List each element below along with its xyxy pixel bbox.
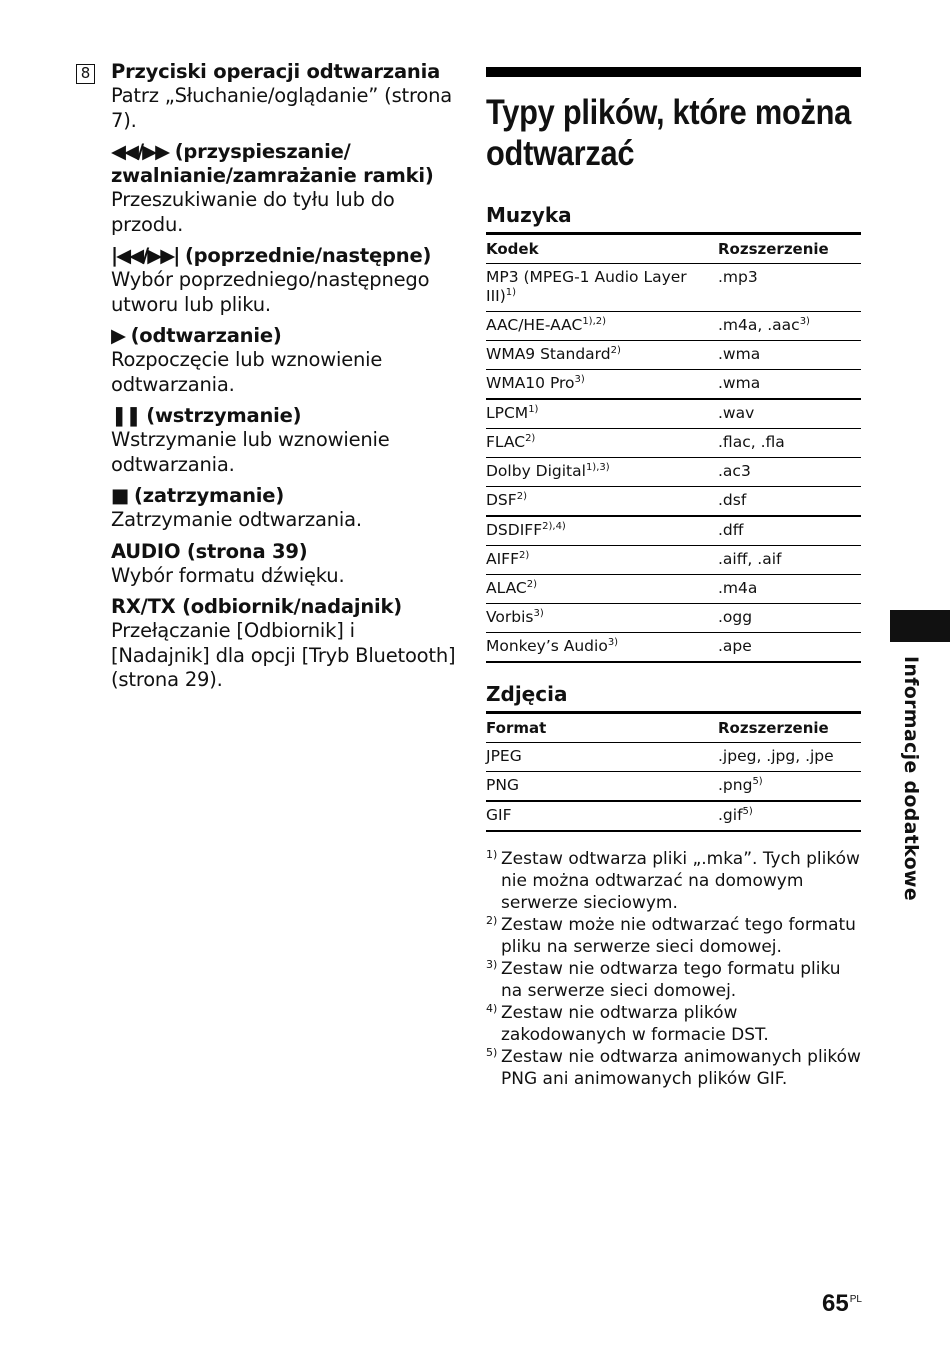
codec-cell (486, 264, 718, 312)
extension-value: .wav (718, 404, 755, 422)
table-row (486, 370, 861, 400)
extension-value: .jpeg, .jpg, .jpe (718, 747, 834, 765)
codec-cell (486, 487, 718, 517)
item-description: Przeszukiwanie do tyłu lub do przodu. (111, 188, 395, 236)
table-row (486, 264, 861, 312)
table-row (486, 516, 861, 546)
page-number (822, 1290, 862, 1318)
item-description: Zatrzymanie odtwarzania. (111, 508, 362, 531)
table-row (486, 312, 861, 341)
table-row (486, 575, 861, 604)
item-description: Rozpoczęcie lub wznowienie odtwarzania. (111, 348, 383, 396)
codec-cell (486, 341, 718, 370)
table-row (486, 546, 861, 575)
item-heading (111, 244, 456, 268)
item-description: Patrz „Słuchanie/oglądanie” (strona 7). (111, 84, 453, 132)
footnote-mark: 5) (486, 1046, 498, 1059)
footnotes (486, 848, 861, 1090)
table-row (486, 399, 861, 429)
codec-name: DSDIFF (486, 521, 543, 539)
footnote-mark: 2) (486, 914, 498, 927)
codec-cell (486, 516, 718, 546)
footnote-ref: 2) (516, 491, 527, 502)
playback-items-list (111, 60, 456, 693)
footnote-ref: 3) (607, 637, 619, 648)
item-description: Wstrzymanie lub wznowienie odtwarzania. (111, 428, 390, 476)
page-title: Typy plików, które można odtwarzać (486, 93, 852, 173)
table-row (486, 429, 861, 458)
previous-next-icon: |◀◀/▶▶| (111, 244, 179, 267)
codec-name: FLAC (486, 433, 526, 451)
extension-value: .dsf (718, 491, 747, 509)
footnote-ref: 1),2) (582, 316, 607, 327)
extension-value: .ape (718, 637, 752, 655)
footnote-ref: 3) (533, 608, 544, 619)
column-header-codec: Kodek (486, 234, 718, 264)
item-heading (111, 60, 456, 84)
item-label: (poprzednie/następne) (178, 244, 432, 267)
title-rule (486, 67, 861, 77)
footnote-ref: 3) (574, 374, 585, 385)
extension-value: .ac3 (718, 462, 751, 480)
footnote-text: Zestaw nie odtwarza plików zakodowanych w formacie DST. (501, 1003, 769, 1045)
extension-cell (718, 575, 861, 604)
item-description: Wybór poprzedniego/następnego utworu lub pliku. (111, 268, 430, 316)
footnote (486, 1002, 861, 1046)
extension-cell (718, 341, 861, 370)
item-label: (przyspieszanie/ zwalnianie/zamrażanie ramki) (111, 140, 434, 187)
footnote-mark: 1) (486, 848, 498, 861)
footnote-text: Zestaw nie odtwarza animowanych plików PNG ani animowanych plików GIF. (501, 1047, 861, 1089)
codec-name: WMA9 Standard (486, 345, 611, 363)
codec-name: Dolby Digital (486, 462, 586, 480)
stop-icon: ■ (111, 484, 128, 507)
table-row (486, 458, 861, 487)
table-header-row (486, 234, 861, 264)
codec-name: WMA10 Pro (486, 374, 575, 392)
pause-icon: ❚❚ (111, 404, 140, 427)
item-heading (111, 595, 456, 619)
table-row (486, 772, 861, 802)
item-heading (111, 140, 456, 188)
extension-cell (718, 429, 861, 458)
codec-name: Vorbis (486, 608, 534, 626)
photos-table (486, 711, 861, 832)
footnote (486, 848, 861, 914)
extension-value: .gif (718, 806, 743, 824)
footnote-mark: 3) (486, 958, 498, 971)
footnote-text: Zestaw nie odtwarza tego formatu pliku na serwerze sieci domowej. (501, 959, 841, 1001)
extension-value: .wma (718, 345, 761, 363)
extension-cell (718, 487, 861, 517)
item-label: (wstrzymanie) (139, 404, 302, 427)
extension-cell (718, 370, 861, 400)
rewind-forward-icon: ◀◀/▶▶ (111, 140, 169, 163)
codec-cell (486, 370, 718, 400)
codec-cell (486, 429, 718, 458)
music-heading: Muzyka (486, 203, 572, 227)
page-number-value: 65 (822, 1290, 849, 1317)
side-tab-label: Informacje dodatkowe (900, 656, 922, 901)
footnote-ref: 2) (525, 433, 536, 444)
footnote-mark: 4) (486, 1002, 498, 1015)
codec-name: AAC/HE-AAC (486, 316, 583, 334)
footnote (486, 1046, 861, 1090)
codec-cell (486, 312, 718, 341)
item-description: Wybór formatu dźwięku. (111, 563, 345, 587)
table-row (486, 604, 861, 633)
extension-value: .wma (718, 374, 761, 392)
table-row (486, 487, 861, 517)
extension-cell (718, 546, 861, 575)
codec-name: AIFF (486, 550, 520, 568)
item-heading (111, 324, 456, 348)
codec-cell (486, 458, 718, 487)
footnote-ref: 1),3) (585, 462, 610, 473)
play-icon: ▶ (111, 324, 124, 347)
extension-cell (718, 399, 861, 429)
codec-name: MP3 (MPEG-1 Audio Layer III) (486, 268, 687, 305)
music-table (486, 232, 861, 663)
footnote-text: Zestaw może nie odtwarzać tego formatu pliku na serwerze sieci domowej. (501, 915, 856, 957)
table-row (486, 743, 861, 772)
footnote-ref: 1) (505, 287, 517, 298)
item-heading (111, 404, 456, 428)
side-tab-marker (890, 610, 950, 642)
table-header-row (486, 713, 861, 743)
extension-value: .dff (718, 521, 744, 539)
table-row (486, 801, 861, 831)
footnote-ref: 2) (519, 550, 530, 561)
photos-heading: Zdjęcia (486, 682, 568, 706)
extension-cell (718, 312, 861, 341)
table-row (486, 341, 861, 370)
page-language-code: PL (849, 1294, 862, 1305)
footnote (486, 914, 861, 958)
item-heading (111, 484, 456, 508)
extension-cell (718, 633, 861, 663)
codec-name: DSF (486, 491, 517, 509)
footnote-ref: 5) (742, 806, 753, 817)
footnote-ref: 3) (799, 316, 810, 327)
extension-cell (718, 604, 861, 633)
item-number-box: 8 (76, 64, 95, 84)
footnote-ref: 5) (752, 776, 763, 787)
extension-value: .m4a (718, 579, 758, 597)
item-label: (zatrzymanie) (127, 484, 285, 507)
codec-cell (486, 604, 718, 633)
table-row (486, 633, 861, 663)
extension-cell (718, 458, 861, 487)
extension-cell (718, 801, 861, 831)
column-header-format: Format (486, 713, 718, 743)
codec-cell (486, 633, 718, 663)
item-heading (111, 540, 456, 564)
codec-cell (486, 575, 718, 604)
extension-value: .m4a, .aac (718, 316, 800, 334)
playback-buttons-section (76, 60, 456, 700)
extension-value: .flac, .fla (718, 433, 785, 451)
extension-cell (718, 772, 861, 802)
extension-value: .mp3 (718, 268, 758, 286)
codec-name: ALAC (486, 579, 527, 597)
format-cell: GIF (486, 801, 718, 831)
format-cell: PNG (486, 772, 718, 802)
footnote-ref: 1) (528, 404, 539, 415)
codec-cell (486, 546, 718, 575)
item-description: Przełączanie [Odbiornik] i [Nadajnik] dla opcji [Tryb Bluetooth] (strona 29). (111, 619, 456, 691)
codec-name: LPCM (486, 404, 529, 422)
footnote (486, 958, 861, 1002)
extension-value: .png (718, 776, 753, 794)
footnote-text: Zestaw odtwarza pliki „.mka”. Tych plików nie można odtwarzać na domowym serwerze sieciowym. (501, 849, 860, 913)
extension-value: .ogg (718, 608, 753, 626)
extension-cell (718, 264, 861, 312)
column-header-extension: Rozszerzenie (718, 713, 861, 743)
extension-value: .aiff, .aif (718, 550, 782, 568)
item-label: RX/TX (odbiornik/nadajnik) (111, 595, 402, 618)
footnote-ref: 2) (610, 345, 621, 356)
codec-name: Monkey’s Audio (486, 637, 608, 655)
extension-cell (718, 743, 861, 772)
codec-cell (486, 399, 718, 429)
footnote-ref: 2),4) (542, 521, 566, 532)
extension-cell (718, 516, 861, 546)
item-label: Przyciski operacji odtwarzania (111, 60, 441, 83)
format-cell: JPEG (486, 743, 718, 772)
column-header-extension: Rozszerzenie (718, 234, 861, 264)
item-label: (odtwarzanie) (124, 324, 282, 347)
item-label: AUDIO (strona 39) (111, 539, 308, 563)
file-types-section (486, 67, 861, 1090)
footnote-ref: 2) (526, 579, 538, 590)
